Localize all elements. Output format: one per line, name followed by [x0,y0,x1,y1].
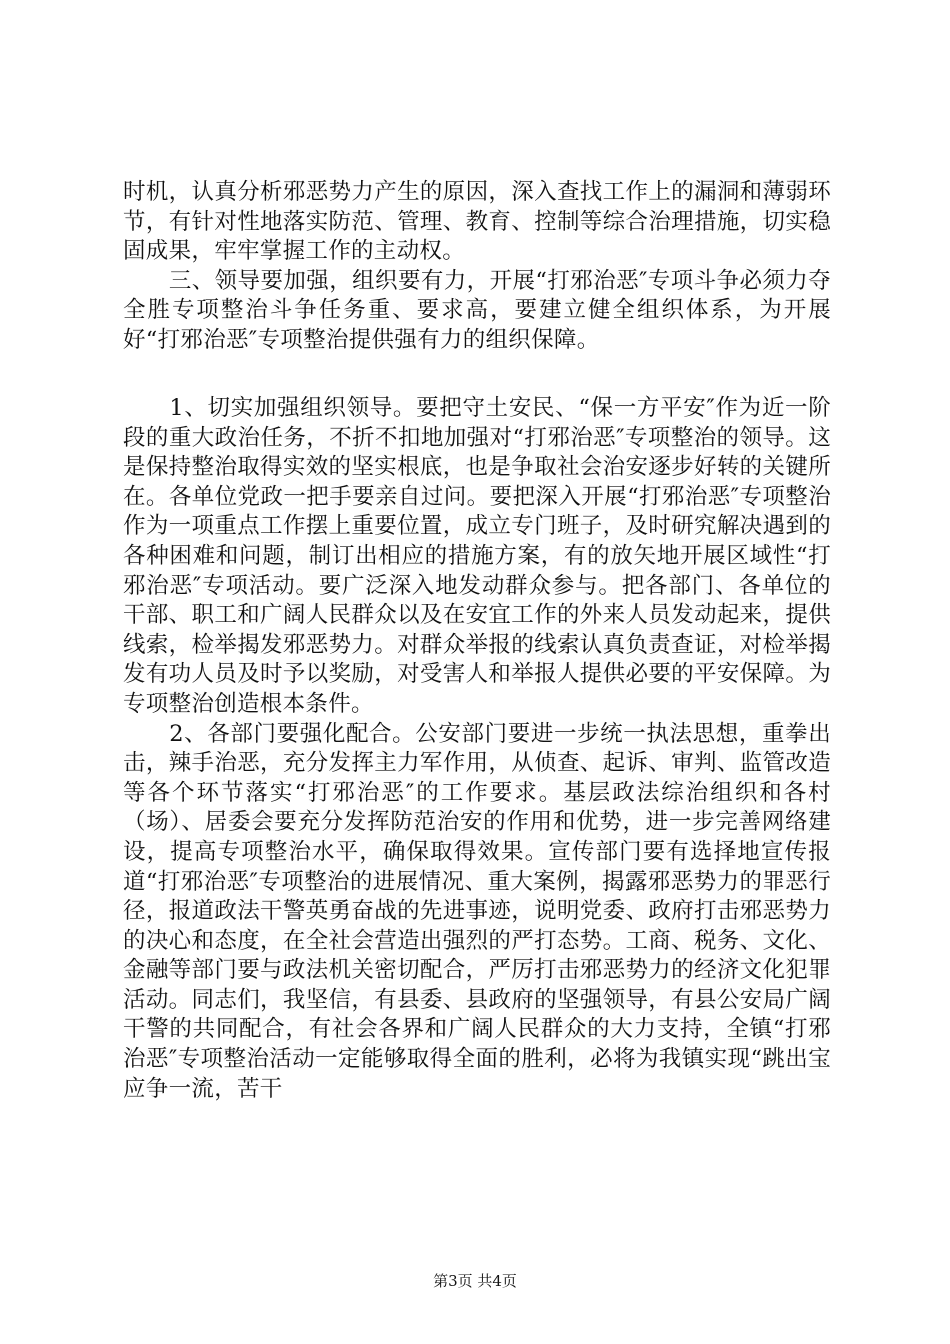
paragraph-3: 1、切实加强组织领导。要把守土安民、“保一方平安″作为近一阶段的重大政治任务，不折不扣地加强对“打邪治恶″专项整治的领导。这是保持整治取得实效的坚实根底，也是争取社会治安逐步好转的关键所在。各单位党政一把手要亲自过问。要把深入开展“打邪治恶″专项整治作为一项重点工作摆上重要位置，成立专门班子，及时研究解决遇到的各种困难和问题，制订出相应的措施方案，有的放矢地开展区域性“打邪治恶″专项活动。要广泛深入地发动群众参与。把各部门、各单位的干部、职工和广阔人民群众以及在安宜工作的外来人员发动起来，提供线索，检举揭发邪恶势力。对群众举报的线索认真负责查证，对检举揭发有功人员及时予以奖励，对受害人和举报人提供必要的平安保障。为专项整治创造根本条件。 [123,395,831,717]
paragraph-2: 三、领导要加强，组织要有力，开展“打邪治恶″专项斗争必须力夺全胜专项整治斗争任务重、要求高，要建立健全组织体系，为开展好“打邪治恶″专项整治提供强有力的组织保障。 [123,267,831,353]
paragraph-1: 时机，认真分析邪恶势力产生的原因，深入查找工作上的漏洞和薄弱环节，有针对性地落实防范、管理、教育、控制等综合治理措施，切实稳固成果，牢牢掌握工作的主动权。 [123,179,831,265]
body-text-bottom [123,394,831,1104]
paragraph-4: 2、各部门要强化配合。公安部门要进一步统一执法思想，重拳出击，辣手治恶，充分发挥主力军作用，从侦查、起诉、审判、监管改造等各个环节落实“打邪治恶″的工作要求。基层政法综治组织和各村（场）、居委会要充分发挥防范治安的作用和优势，进一步完善网络建设，提高专项整治水平，确保取得效果。宣传部门要有选择地宣传报道“打邪治恶″专项整治的进展情况、重大案例，揭露邪恶势力的罪恶行径，报道政法干警英勇奋战的先进事迹，说明党委、政府打击邪恶势力的决心和态度，在全社会营造出强烈的严打态势。工商、税务、文化、金融等部门要与政法机关密切配合，严厉打击邪恶势力的经济文化犯罪活动。同志们，我坚信，有县委、县政府的坚强领导，有县公安局广阔干警的共同配合，有社会各界和广阔人民群众的大力支持，全镇“打邪治恶″专项整治活动一定能够取得全面的胜利，必将为我镇实现“跳出宝应争一流，苦干 [123,720,831,1102]
page-number-footer: 第3页 共4页 [433,1272,517,1290]
body-text-top [123,178,831,356]
